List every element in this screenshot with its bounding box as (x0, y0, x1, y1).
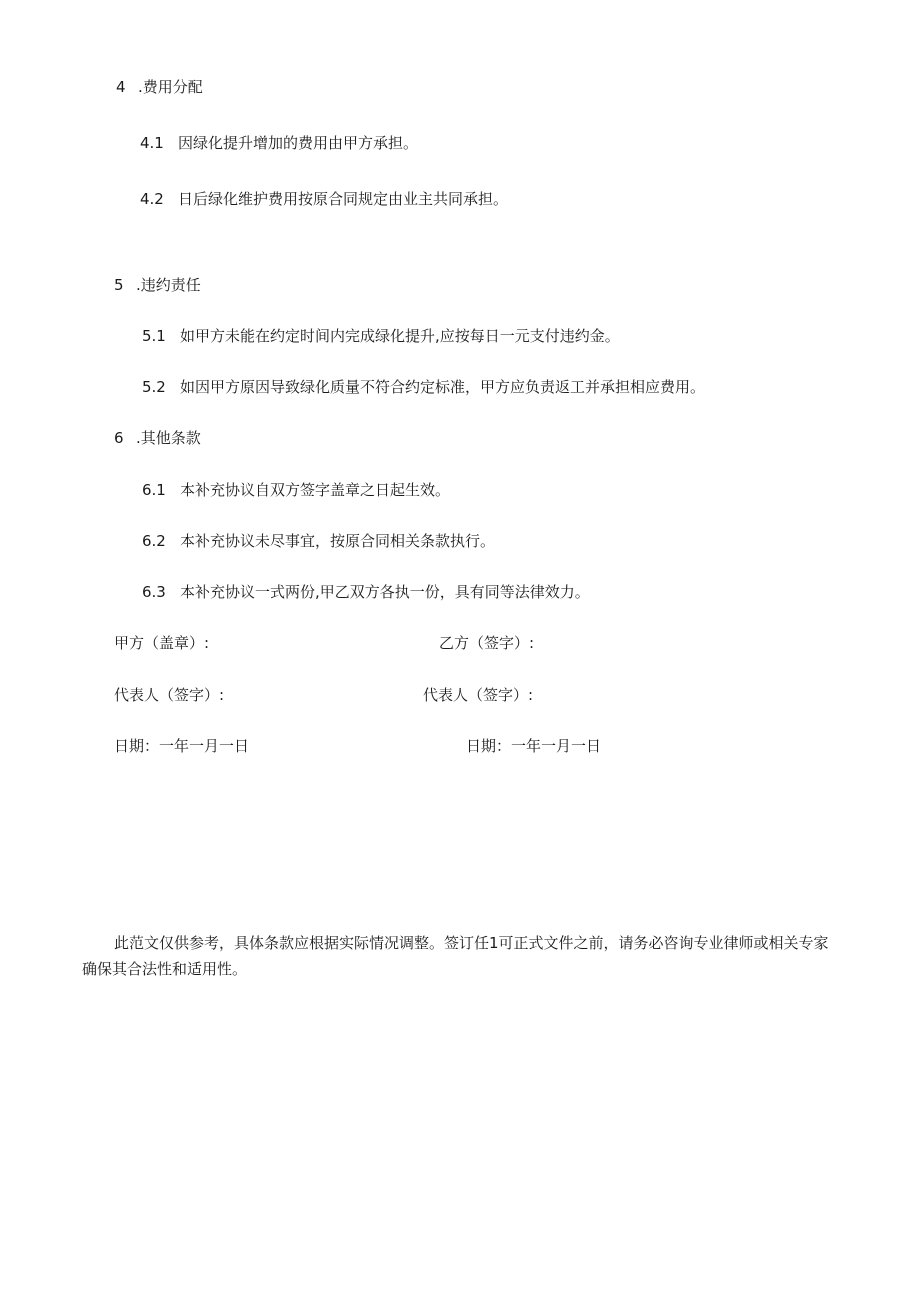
section-number: 4 (116, 78, 126, 96)
clause-number: 6.1 (142, 481, 166, 499)
clause-text: 本补充协议一式两份,甲乙双方各执一份，具有同等法律效力。 (180, 583, 590, 601)
clause-4-2 (140, 189, 508, 209)
clause-6-3 (142, 582, 590, 602)
clause-number: 4.1 (140, 134, 164, 152)
clause-number: 5.1 (142, 327, 166, 345)
clause-number: 6.2 (142, 532, 166, 550)
section-title: .其他条款 (136, 429, 201, 447)
clause-number: 5.2 (142, 378, 166, 396)
clause-number: 6.3 (142, 583, 166, 601)
section-number: 6 (114, 429, 124, 447)
clause-5-2 (142, 377, 705, 397)
section-number: 5 (114, 276, 124, 294)
clause-text: 如甲方未能在约定时间内完成绿化提升,应按每日一元支付违约金。 (180, 327, 620, 345)
party-b-date-label: 日期：一年一月一日 (466, 737, 602, 755)
party-a-seal-label: 甲方（盖章）: (114, 634, 210, 652)
section-title: .违约责任 (136, 276, 201, 294)
clause-text: 因绿化提升增加的费用由甲方承担。 (178, 134, 419, 152)
clause-6-2 (142, 531, 495, 551)
clause-text: 日后绿化维护费用按原合同规定由业主共同承担。 (178, 190, 509, 208)
section-heading-6 (114, 428, 201, 448)
clause-5-1 (142, 326, 620, 346)
clause-4-1 (140, 133, 418, 153)
clause-text: 本补充协议未尽事宜，按原合同相关条款执行。 (180, 532, 496, 550)
clause-text: 本补充协议自双方签字盖章之日起生效。 (180, 481, 451, 499)
party-a-date-label: 日期：一年一月一日 (114, 737, 250, 755)
clause-text: 如因甲方原因导致绿化质量不符合约定标准，甲方应负责返工并承担相应费用。 (180, 378, 706, 396)
clause-number: 4.2 (140, 190, 164, 208)
section-heading-4 (116, 77, 203, 97)
clause-6-1 (142, 480, 450, 500)
section-heading-5 (114, 275, 201, 295)
party-b-representative-label: 代表人（签字）: (423, 686, 534, 704)
party-a-representative-label: 代表人（签字）: (114, 686, 225, 704)
section-title: .费用分配 (138, 78, 203, 96)
party-b-sign-label: 乙方（签字）: (439, 634, 535, 652)
disclaimer-note: 此范文仅供参考，具体条款应根据实际情况调整。签订任1可正式文件之前，请务必咨询专业律师或相关专家确保其合法性和适用性。 (82, 934, 829, 978)
